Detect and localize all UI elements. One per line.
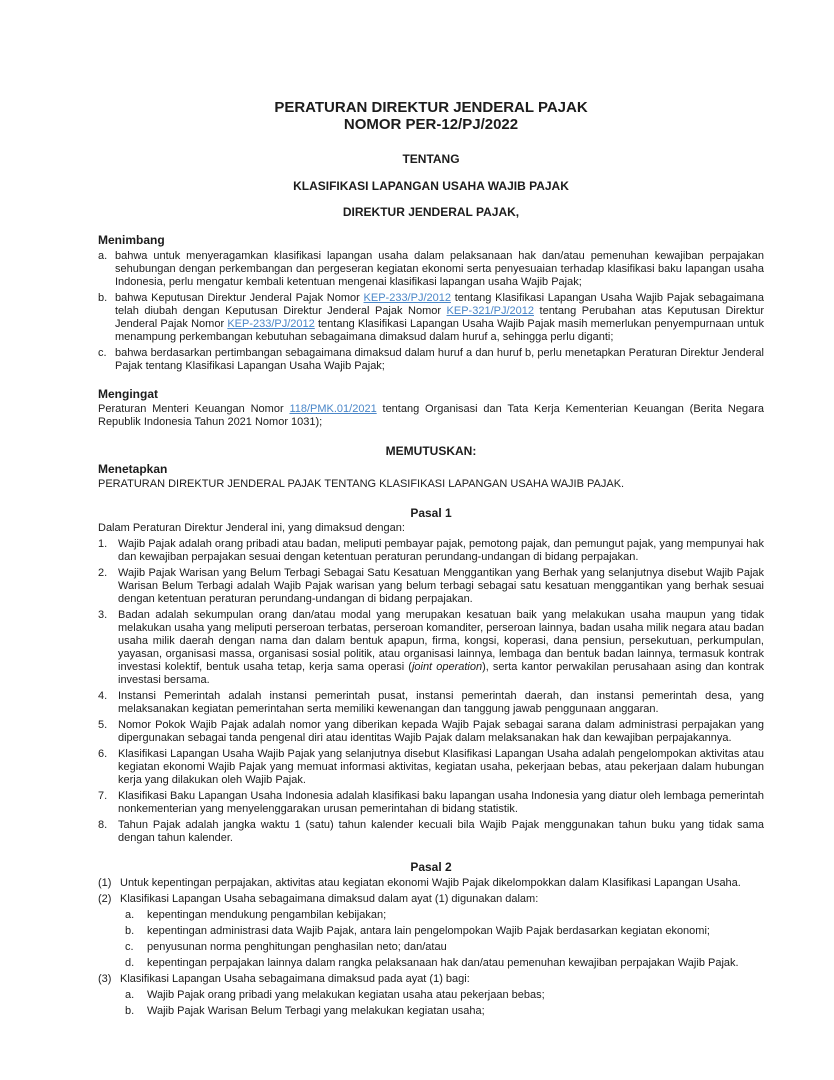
list-item-label: 7. — [98, 790, 108, 802]
text-segment: Tahun Pajak adalah jangka waktu 1 (satu) tahun kalender kecuali bila Wajib Pajak menggunakan tahun buku yang tidak sama dengan tahun kalender. — [118, 819, 764, 844]
text-segment: bahwa Keputusan Direktur Jenderal Pajak Nomor — [115, 292, 364, 304]
text-segment: Wajib Pajak Warisan Belum Terbagi yang melakukan kegiatan usaha; — [147, 1005, 485, 1017]
pasal-2-section — [98, 860, 764, 1018]
mengingat-paragraph — [98, 403, 764, 429]
text-segment: tentang Perubahan atas Keputusan Direktur Jenderal Pajak Nomor — [115, 305, 764, 330]
regulation-link[interactable]: KEP-233/PJ/2012 — [363, 292, 451, 304]
list-item-label: 3. — [98, 609, 108, 621]
list-item-label: b. — [125, 1005, 135, 1017]
text-segment: Untuk kepentingan perpajakan, aktivitas atau kegiatan ekonomi Wajib Pajak dikelompokkan dalam Klasifikasi Lapangan Usaha. — [120, 877, 741, 889]
regulation-link[interactable]: KEP-233/PJ/2012 — [227, 318, 315, 330]
list-item-text — [147, 1005, 764, 1018]
text-segment: Wajib Pajak Warisan yang Belum Terbagi Sebagai Satu Kesatuan Menggantikan yang Berhak yang selanjutnya disebut Wajib Pajak Warisan Belum Terbagi adalah Wajib Pajak warisan yang belum terbagi sebagai satu kesatuan menggantikan yang berhak sesuai dengan ketentuan peraturan perundang-undangan di bidang perpajakan. — [118, 567, 764, 605]
list-item-text — [147, 941, 764, 954]
pasal-1-heading: Pasal 1 — [410, 506, 452, 520]
text-segment: kepentingan administrasi data Wajib Pajak, antara lain pengelompokan Wajib Pajak berdasarkan kegiatan ekonomi; — [147, 925, 710, 937]
list-item — [98, 690, 764, 716]
menetapkan-text: PERATURAN DIREKTUR JENDERAL PAJAK TENTANG KLASIFIKASI LAPANGAN USAHA WAJIB PAJAK. — [98, 478, 625, 490]
list-item — [98, 748, 764, 787]
list-item-text — [118, 819, 764, 845]
list-item-text — [118, 538, 764, 564]
list-item — [98, 250, 764, 289]
text-segment: Peraturan Menteri Keuangan Nomor — [98, 403, 290, 415]
document-subject: KLASIFIKASI LAPANGAN USAHA WAJIB PAJAK — [293, 179, 569, 193]
tentang-label: TENTANG — [402, 152, 460, 166]
list-item-text — [115, 250, 764, 289]
list-item-label: 5. — [98, 719, 108, 731]
list-item — [98, 877, 764, 890]
list-item-label: 8. — [98, 819, 108, 831]
text-segment: penyusunan norma penghitungan penghasilan neto; dan/atau — [147, 941, 447, 953]
italic-text: joint operation — [411, 661, 483, 673]
text-segment: kepentingan mendukung pengambilan kebijakan; — [147, 909, 387, 921]
list-item — [125, 1005, 764, 1018]
list-item-label: b. — [98, 292, 108, 304]
list-item-label: a. — [125, 909, 135, 921]
mengingat-section — [98, 387, 764, 429]
menimbang-heading: Menimbang — [98, 233, 165, 247]
list-item — [98, 609, 764, 687]
text-segment: Klasifikasi Lapangan Usaha sebagaimana dimaksud pada ayat (1) bagi: — [120, 973, 470, 985]
text-segment: Instansi Pemerintah adalah instansi pemerintah pusat, instansi pemerintah daerah, dan instansi pemerintah desa, yang melaksanakan kegiatan pemerintahan serta memiliki kewenangan dan tanggung jawab penggunaan anggaran. — [118, 690, 764, 715]
list-item — [98, 893, 764, 906]
list-item-label: (1) — [98, 877, 112, 889]
list-item-label: a. — [98, 250, 108, 262]
list-item — [98, 292, 764, 344]
list-item-text — [147, 909, 764, 922]
list-item-text — [118, 790, 764, 816]
list-item-label: 1. — [98, 538, 108, 550]
list-item-text — [118, 567, 764, 606]
text-segment: Klasifikasi Lapangan Usaha Wajib Pajak yang selanjutnya disebut Klasifikasi Lapangan Usaha adalah pengelompokan aktivitas atau kegiatan ekonomi Wajib Pajak yang memuat informasi aktivitas, kegiatan usaha, pekerjaan bebas, atau pekerjaan dalam hubungan kerja yang dilakukan oleh Wajib Pajak. — [118, 748, 764, 786]
pasal-2-heading: Pasal 2 — [410, 860, 452, 874]
text-segment: Wajib Pajak adalah orang pribadi atau badan, meliputi pembayar pajak, pemotong pajak, dan pemungut pajak, yang mempunyai hak dan kewajiban perpajakan sesuai dengan ketentuan peraturan perundang-undangan di bidang perpajakan. — [118, 538, 764, 563]
list-item — [125, 957, 764, 970]
list-item-label: 6. — [98, 748, 108, 760]
list-item-text — [118, 719, 764, 745]
list-item-text — [147, 989, 764, 1002]
menetapkan-heading: Menetapkan — [98, 462, 168, 476]
list-item-text — [118, 609, 764, 687]
list-item — [98, 819, 764, 845]
document-title-line1: PERATURAN DIREKTUR JENDERAL PAJAK — [274, 99, 588, 116]
list-item-label: 2. — [98, 567, 108, 579]
text-segment: Klasifikasi Lapangan Usaha sebagaimana dimaksud dalam ayat (1) digunakan dalam: — [120, 893, 539, 905]
regulation-link[interactable]: KEP-321/PJ/2012 — [446, 305, 534, 317]
memutuskan-heading: MEMUTUSKAN: — [385, 444, 477, 458]
text-segment: kepentingan perpajakan lainnya dalam rangka pelaksanaan hak dan/atau pemenuhan kewajiban perpajakan Wajib Pajak. — [147, 957, 739, 969]
list-item-text — [118, 748, 764, 787]
pasal-1-intro: Dalam Peraturan Direktur Jenderal ini, yang dimaksud dengan: — [98, 522, 405, 534]
text-segment: Wajib Pajak orang pribadi yang melakukan kegiatan usaha atau pekerjaan bebas; — [147, 989, 545, 1001]
list-item — [98, 790, 764, 816]
menimbang-section — [98, 233, 764, 373]
list-item — [98, 538, 764, 564]
list-item — [98, 973, 764, 986]
list-item — [125, 925, 764, 938]
list-item-label: c. — [98, 347, 107, 359]
menetapkan-section — [98, 462, 764, 491]
list-item-text — [147, 925, 764, 938]
menimbang-list — [98, 250, 764, 373]
document-title-line2: NOMOR PER-12/PJ/2022 — [343, 116, 519, 133]
text-segment: ), serta kantor perwakilan perusahaan asing dan kontrak investasi bersama. — [118, 661, 764, 686]
pasal-2-list — [98, 877, 764, 1018]
list-item-label: b. — [125, 925, 135, 937]
sub-list — [125, 909, 764, 970]
list-item — [125, 989, 764, 1002]
list-item-label: d. — [125, 957, 135, 969]
text-segment: tentang Organisasi dan Tata Kerja Kementerian Keuangan (Berita Negara Republik Indonesia Tahun 2021 Nomor 1031); — [98, 403, 764, 428]
list-item-text — [118, 690, 764, 716]
sub-list — [125, 989, 764, 1018]
pasal-1-list — [98, 538, 764, 845]
list-item-label: (2) — [98, 893, 112, 905]
text-segment: bahwa untuk menyeragamkan klasifikasi lapangan usaha dalam pelaksanaan hak dan/atau pemenuhan kewajiban perpajakan sehubungan dengan perkembangan dan pergeseran kegiatan ekonomi serta penyesuaian terhadap klasifikasi baku lapangan usaha Indonesia, perlu mengatur kembali ketentuan mengenai klasifikasi lapangan usaha Wajib Pajak; — [115, 250, 764, 288]
list-item — [98, 567, 764, 606]
list-item — [125, 941, 764, 954]
list-item-label: (3) — [98, 973, 112, 985]
list-item — [125, 909, 764, 922]
list-item-label: a. — [125, 989, 135, 1001]
text-segment: tentang Klasifikasi Lapangan Usaha Wajib Pajak sebagaimana telah diubah dengan Keputusan Direktur Jenderal Pajak Nomor — [115, 292, 764, 317]
text-segment: Badan adalah sekumpulan orang dan/atau modal yang merupakan kesatuan baik yang melakukan usaha maupun yang tidak melakukan usaha yang meliputi perseroan terbatas, perseroan komanditer, perseroan lainnya, badan usaha milik negara atau badan usaha milik daerah dengan nama dan dalam bentuk apapun, firma, kongsi, koperasi, dana pensiun, persekutuan, perkumpulan, yayasan, organisasi massa, organisasi sosial politik, atau organisasi lainnya, lembaga dan bentuk badan lainnya, termasuk kontrak investasi kolektif, bentuk usaha tetap, kerja sama operasi ( — [118, 609, 764, 673]
list-item — [98, 347, 764, 373]
regulation-link[interactable]: 118/PMK.01/2021 — [289, 403, 377, 415]
list-item-label: c. — [125, 941, 134, 953]
pasal-1-section — [98, 506, 764, 845]
document-issuer: DIREKTUR JENDERAL PAJAK, — [342, 205, 520, 219]
list-item-label: 4. — [98, 690, 108, 702]
list-item-text — [120, 877, 764, 890]
list-item-text — [115, 347, 764, 373]
text-segment: Nomor Pokok Wajib Pajak adalah nomor yang diberikan kepada Wajib Pajak sebagai sarana dalam administrasi perpajakan yang dipergunakan sebagai tanda pengenal diri atau identitas Wajib Pajak dalam melaksanakan hak dan kewajiban perpajakannya. — [118, 719, 764, 744]
text-segment: tentang Klasifikasi Lapangan Usaha Wajib Pajak masih memerlukan penyempurnaan untuk menampung perkembangan kebutuhan sebagaimana dimaksud dalam huruf a, sehingga perlu diganti; — [115, 318, 765, 343]
mengingat-heading: Mengingat — [98, 387, 158, 401]
list-item-text — [115, 292, 764, 344]
list-item-text — [120, 973, 764, 986]
list-item-text — [120, 893, 764, 906]
document-header — [98, 99, 764, 219]
text-segment: bahwa berdasarkan pertimbangan sebagaimana dimaksud dalam huruf a dan huruf b, perlu menetapkan Peraturan Direktur Jenderal Pajak tentang Klasifikasi Lapangan Usaha Wajib Pajak; — [115, 347, 764, 372]
text-segment: Klasifikasi Baku Lapangan Usaha Indonesia adalah klasifikasi baku lapangan usaha Indonesia yang diatur oleh lembaga pemerintah nonkementerian yang menyelenggarakan urusan pemerintahan di bidang statistik. — [118, 790, 764, 815]
list-item — [98, 719, 764, 745]
list-item-text — [147, 957, 764, 970]
